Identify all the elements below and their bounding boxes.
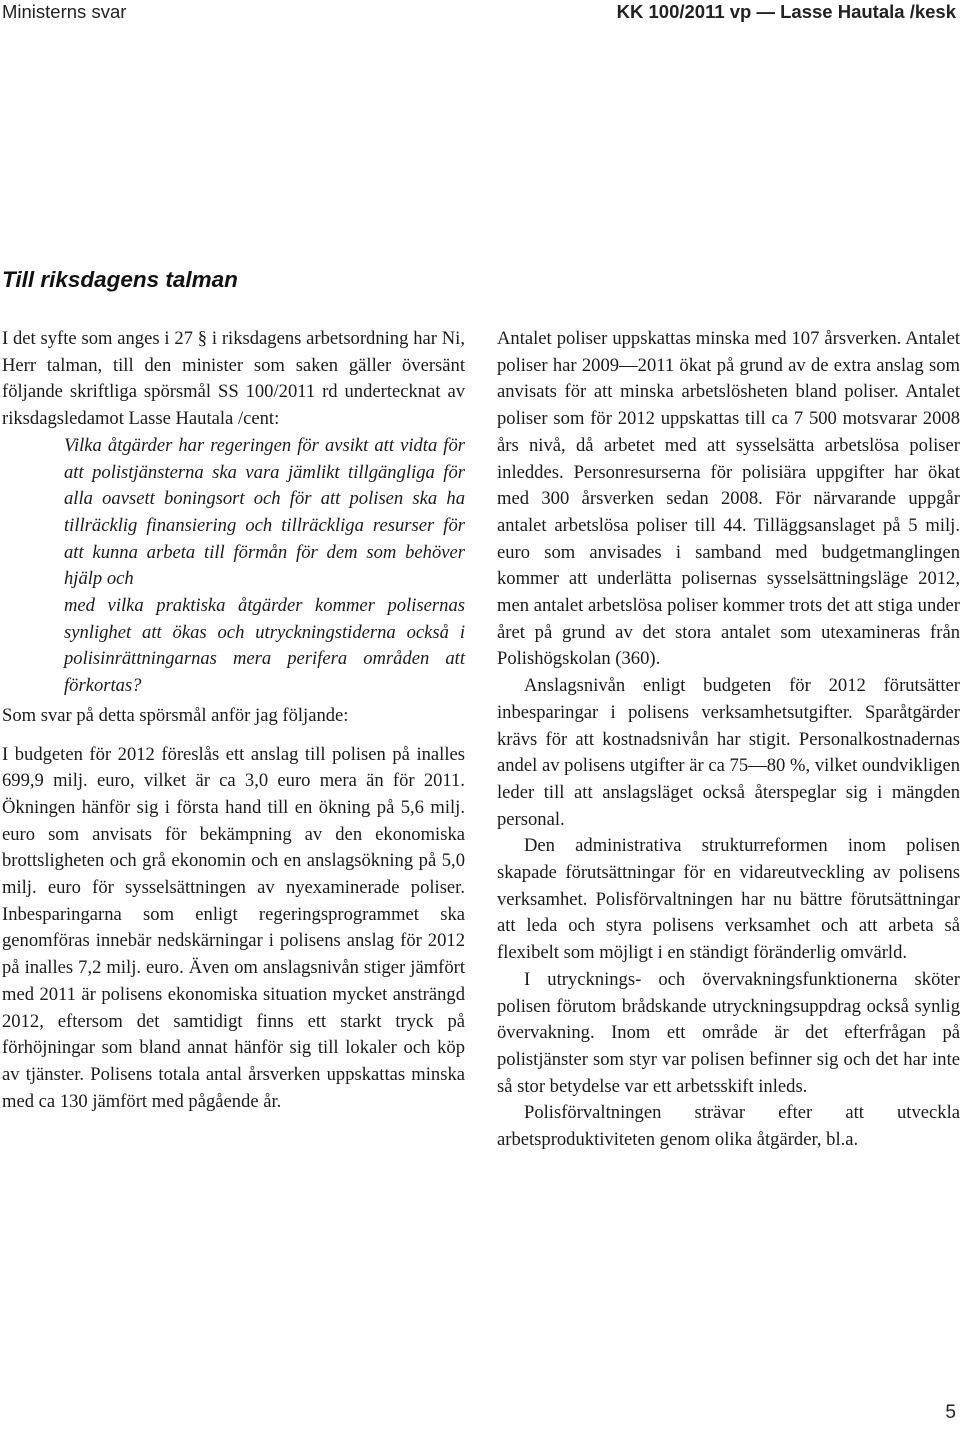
answer-paragraph-2: Antalet poliser uppskattas minska med 107 årsverken. Antalet poliser har 2009—2011 ökat på grund av de extra anslag som anvisats för att minska arbetslösheten bland poliser. Antalet poliser som för 2012 uppskattas till ca 7 500 motsvarar 2008 års nivå, då arbetet med att sysselsätta arbetslösa poliser inleddes. Personresurserna för polisiära uppgifter har ökat med 300 årsverken sedan 2008. För närvarande uppgår antalet arbetslösa poliser till 44. Tilläggsanslaget på 5 milj. euro som anvisades i samband med budgetmanglingen kommer att underlätta polisernas sysselsättningsläge 2012, men antalet arbetslösa poliser kommer trots det att stiga under året på grund av det stora antalet som utexamineras från Polishögskolan (360). [497, 328, 960, 670]
header-section-label: Ministerns svar [2, 1, 127, 22]
answer-paragraph-5: I utrycknings- och övervakningsfunktionerna sköter polisen förutom brådskande utryckningsuppdrag också synlig övervakning. Inom ett område är det efterfrågan på polistjänster som styr var polisen befinner sig och det har inte så stor betydelse var ett arbetsskift inleds. [497, 968, 960, 1097]
left-column [2, 326, 465, 1115]
answer-paragraph-1: I budgeten för 2012 föreslås ett anslag till polisen på inalles 699,9 milj. euro, vilket är ca 3,0 euro mera än för 2011. Ökningen hänför sig i första hand till en ökning på 5,6 milj. euro som anvisats för bekämpning av den ekonomiska brottsligheten och grå ekonomin och en anslagsökning på 5,0 milj. euro för sysselsättningen av nyexaminerade poliser. Inbesparingarna som enligt regeringsprogrammet ska genomföras innebär nedskärningar i polisens anslag för 2012 på inalles 7,2 milj. euro. Även om anslagsnivån stiger jämfört med 2011 är polisens ekonomiska situation mycket ansträngd 2012, eftersom det samtidigt finns ett starkt tryck på förhöjningar som bland annat hänför sig till lokaler och köp av tjänster. Polisens totala antal årsverken uppskattas minska med ca 130 jämfört med pågående år. [2, 743, 465, 1112]
answer-paragraph-6: Polisförvaltningen strävar efter att utveckla arbetsproduktiviteten genom olika åtgärder, bl.a. [497, 1102, 960, 1151]
answer-intro: Som svar på detta spörsmål anför jag följande: [2, 704, 349, 726]
page-header [0, 0, 960, 26]
question-2: med vilka praktiska åtgärder kommer polisernas synlighet att ökas och utryckningstiderna också i polisinrättningarnas mera perifera områden att förkortas? [64, 595, 465, 697]
document-title: Till riksdagens talman [2, 267, 238, 292]
intro-paragraph: I det syfte som anges i 27 § i riksdagens arbetsordning har Ni, Herr talman, till den minister som saken gäller översänt följande skriftliga spörsmål SS 100/2011 rd undertecknat av riksdagsledamot Lasse Hautala /cent: [2, 328, 465, 430]
question-1: Vilka åtgärder har regeringen för avsikt att vidta för att polistjänsterna ska vara jämlikt tillgängliga för alla oavsett boningsort och för att polisen ska ha tillräcklig finansiering och tillräckliga resurser för att kunna arbeta till förmån för dem som behöver hjälp och [64, 434, 465, 590]
page-number: 5 [945, 1402, 956, 1423]
header-document-reference: KK 100/2011 vp — Lasse Hautala /kesk [616, 1, 956, 22]
right-column [497, 326, 960, 1154]
answer-paragraph-3: Anslagsnivån enligt budgeten för 2012 förutsätter inbesparingar i polisens verksamhetsutgifter. Sparåtgärder krävs för att kostnadsnivån har stigit. Personalkostnadernas andel av polisens utgifter är ca 75—80 %, vilket oundvikligen leder till att anslagsläget också återspeglar sig i mängden personal. [497, 675, 960, 830]
answer-paragraph-4: Den administrativa strukturreformen inom polisen skapade förutsättningar för en vidareutveckling av polisens verksamhet. Polisförvaltningen har nu bättre förutsättningar att leda och styra polisens verksamhet och att arbeta så flexibelt som möjligt i en ständigt föränderlig omvärld. [497, 835, 960, 964]
